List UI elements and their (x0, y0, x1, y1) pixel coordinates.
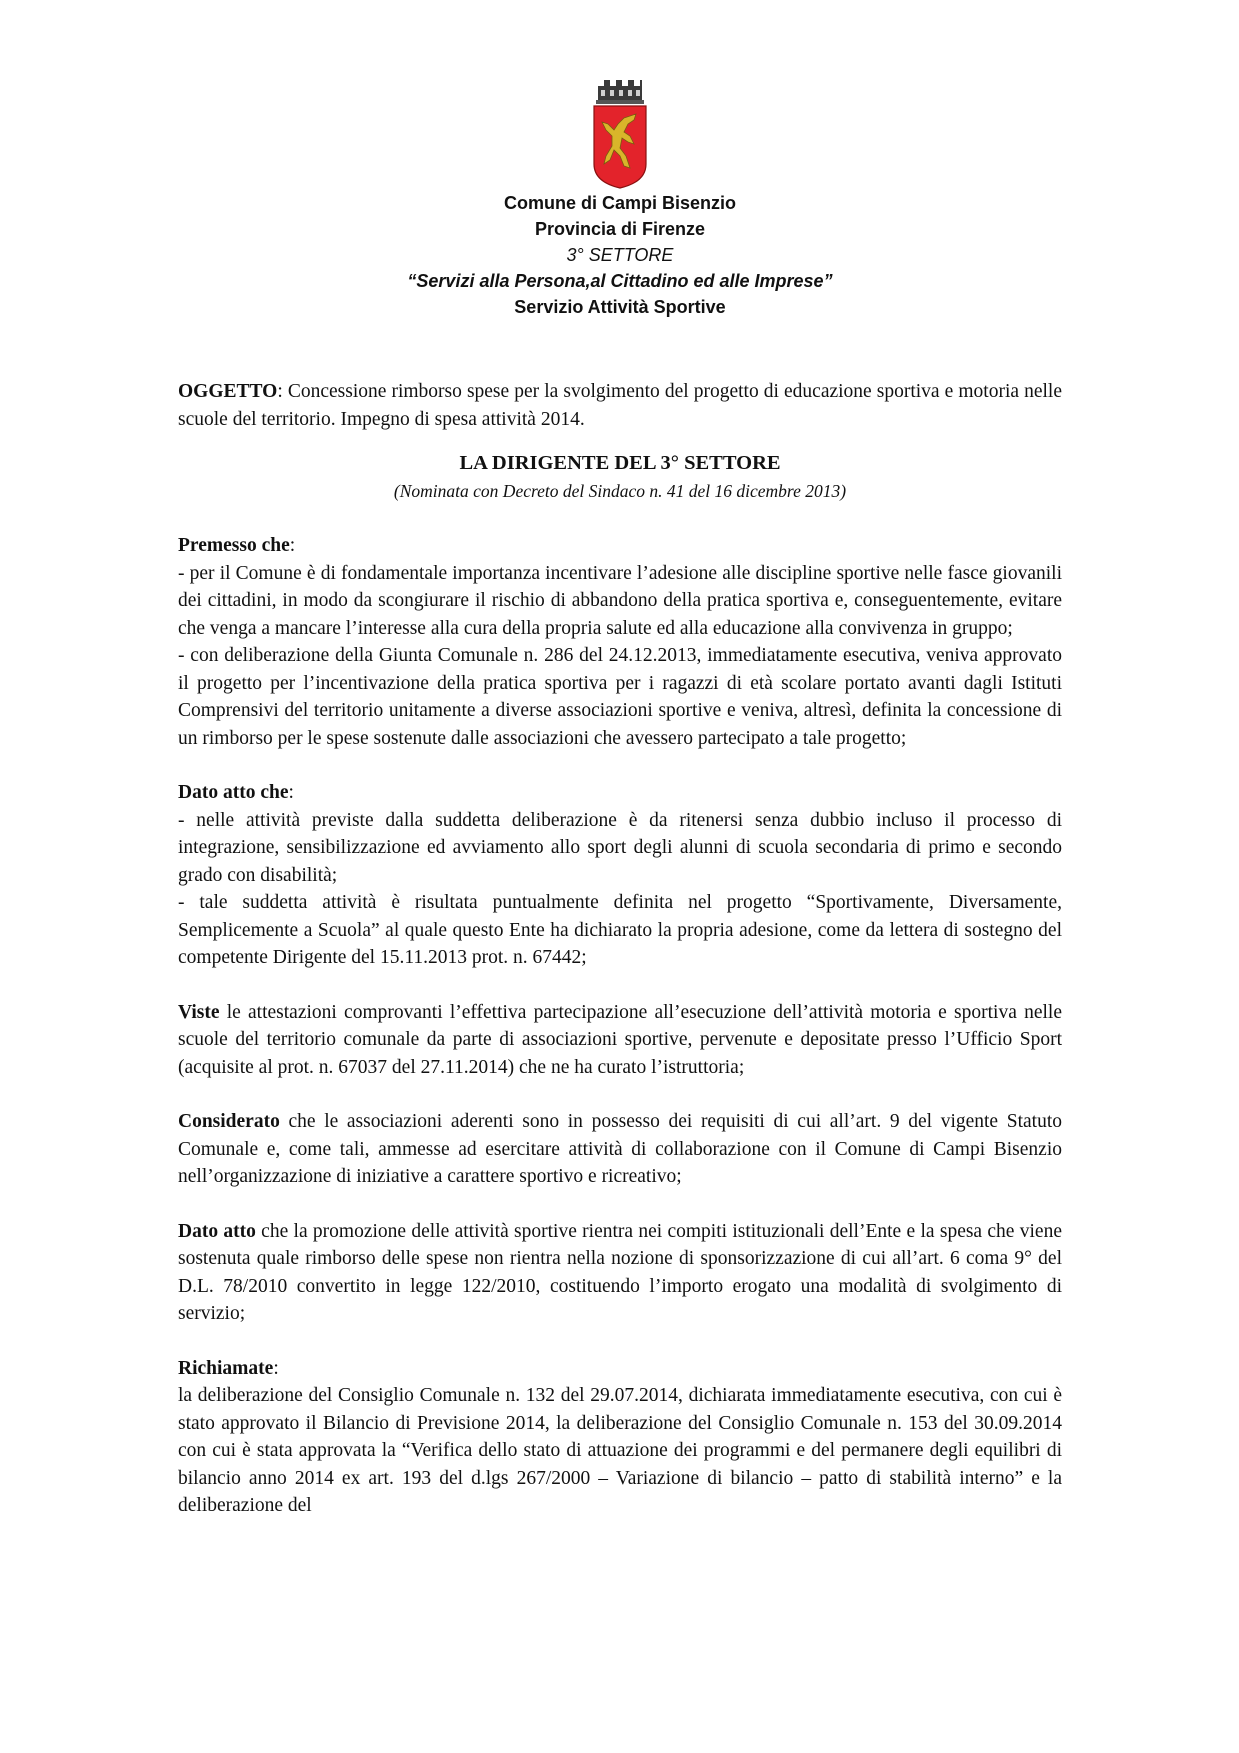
document-body (178, 378, 1062, 1520)
oggetto-text: : Concessione rimborso spese per la svolgimento del progetto di educazione sportiva e motoria nelle scuole del territorio. Impegno di spesa attività 2014. (178, 381, 1062, 430)
oggetto-paragraph (178, 378, 1062, 433)
premesso-item: - per il Comune è di fondamentale importanza incentivare l’adesione alle discipline sportive nelle fasce giovanili dei cittadini, in modo da scongiurare il rischio di abbandono della pratica sportiva e, conseguentemente, evitare che venga a mancare l’interesse alla cura della propria salute ed alla educazione alla convivenza in gruppo; (178, 562, 1062, 639)
document-subtitle: (Nominata con Decreto del Sindaco n. 41 del 16 dicembre 2013) (393, 480, 847, 501)
oggetto-label: OGGETTO (178, 381, 278, 402)
dato-atto-che-heading: Dato atto che: (178, 782, 294, 803)
comune-crest-icon (590, 78, 650, 190)
dato-atto-che-item: - nelle attività previste dalla suddetta deliberazione è da ritenersi senza dubbio incluso il processo di integrazione, sensibilizzazione ed avviamento allo sport degli alunni di scuola secondaria di primo e secondo grado con disabilità; (178, 809, 1062, 886)
provincia-name: Provincia di Firenze (534, 219, 706, 239)
dato-atto-che-item: - tale suddetta attività è risultata puntualmente definita nel progetto “Sportivamente, Diversamente, Semplicemente a Scuola” al quale questo Ente ha dichiarato la propria adesione, come da lettera di sostegno del competente Dirigente del 15.11.2013 prot. n. 67442; (178, 892, 1062, 968)
premesso-item: - con deliberazione della Giunta Comunale n. 286 del 24.12.2013, immediatamente esecutiva, veniva approvato il progetto per l’incentivazione della pratica sportiva per i ragazzi di età scolare portato avanti dagli Istituti Comprensivi del territorio unitamente a diverse associazioni sportive e veniva, altresì, definita la concessione di un rimborso per le spese sostenute dalle associazioni che avessero partecipato a tale progetto; (178, 645, 1062, 749)
servizio-name: Servizio Attività Sportive (514, 297, 726, 317)
document-title: LA DIRIGENTE DEL 3° SETTORE (459, 452, 781, 474)
considerato-paragraph: Considerato che le associazioni aderenti sono in possesso dei requisiti di cui all’art. 9 del vigente Statuto Comunale e, come tali, ammesse ad esercitare attività di collaborazione con il Comune di Campi Bisenzio nell’organizzazione di iniziative a carattere sportivo e ricreativo; (178, 1111, 1062, 1187)
richiamate-text: la deliberazione del Consiglio Comunale n. 132 del 29.07.2014, dichiarata immediatamente esecutiva, con cui è stato approvato il Bilancio di Previsione 2014, la deliberazione del Consiglio Comunale n. 153 del 30.09.2014 con cui è stata approvata la “Verifica dello stato di attuazione dei programmi e del permanere degli equilibri di bilancio anno 2014 ex art. 193 del d.lgs 267/2000 – Variazione di bilancio – patto di stabilità interno” e la deliberazione del (178, 1385, 1062, 1516)
settore-name: 3° SETTORE (566, 245, 674, 265)
viste-paragraph: Viste le attestazioni comprovanti l’effettiva partecipazione all’esecuzione dell’attività motoria e sportiva nelle scuole del territorio comunale da parte di associazioni sportive, pervenute e depositate presso l’Ufficio Sport (acquisite al prot. n. 67037 del 27.11.2014) che ne ha curato l’istruttoria; (178, 1001, 1062, 1078)
letterhead (300, 190, 940, 320)
premesso-heading: Premesso che: (178, 535, 296, 556)
comune-name: Comune di Campi Bisenzio (503, 193, 737, 213)
dato-atto-paragraph: Dato atto che la promozione delle attività sportive rientra nei compiti istituzionali dell’Ente e la spesa che viene sostenuta quale rimborso delle spese non rientra nella nozione di sponsorizzazione di cui all’art. 6 coma 9° del D.L. 78/2010 convertito in legge 122/2010, costituendo l’importo erogato una modalità di svolgimento di servizio; (178, 1220, 1062, 1324)
settore-description: “Servizi alla Persona,al Cittadino ed alle Imprese” (407, 271, 833, 291)
richiamate-heading: Richiamate: (178, 1357, 279, 1379)
